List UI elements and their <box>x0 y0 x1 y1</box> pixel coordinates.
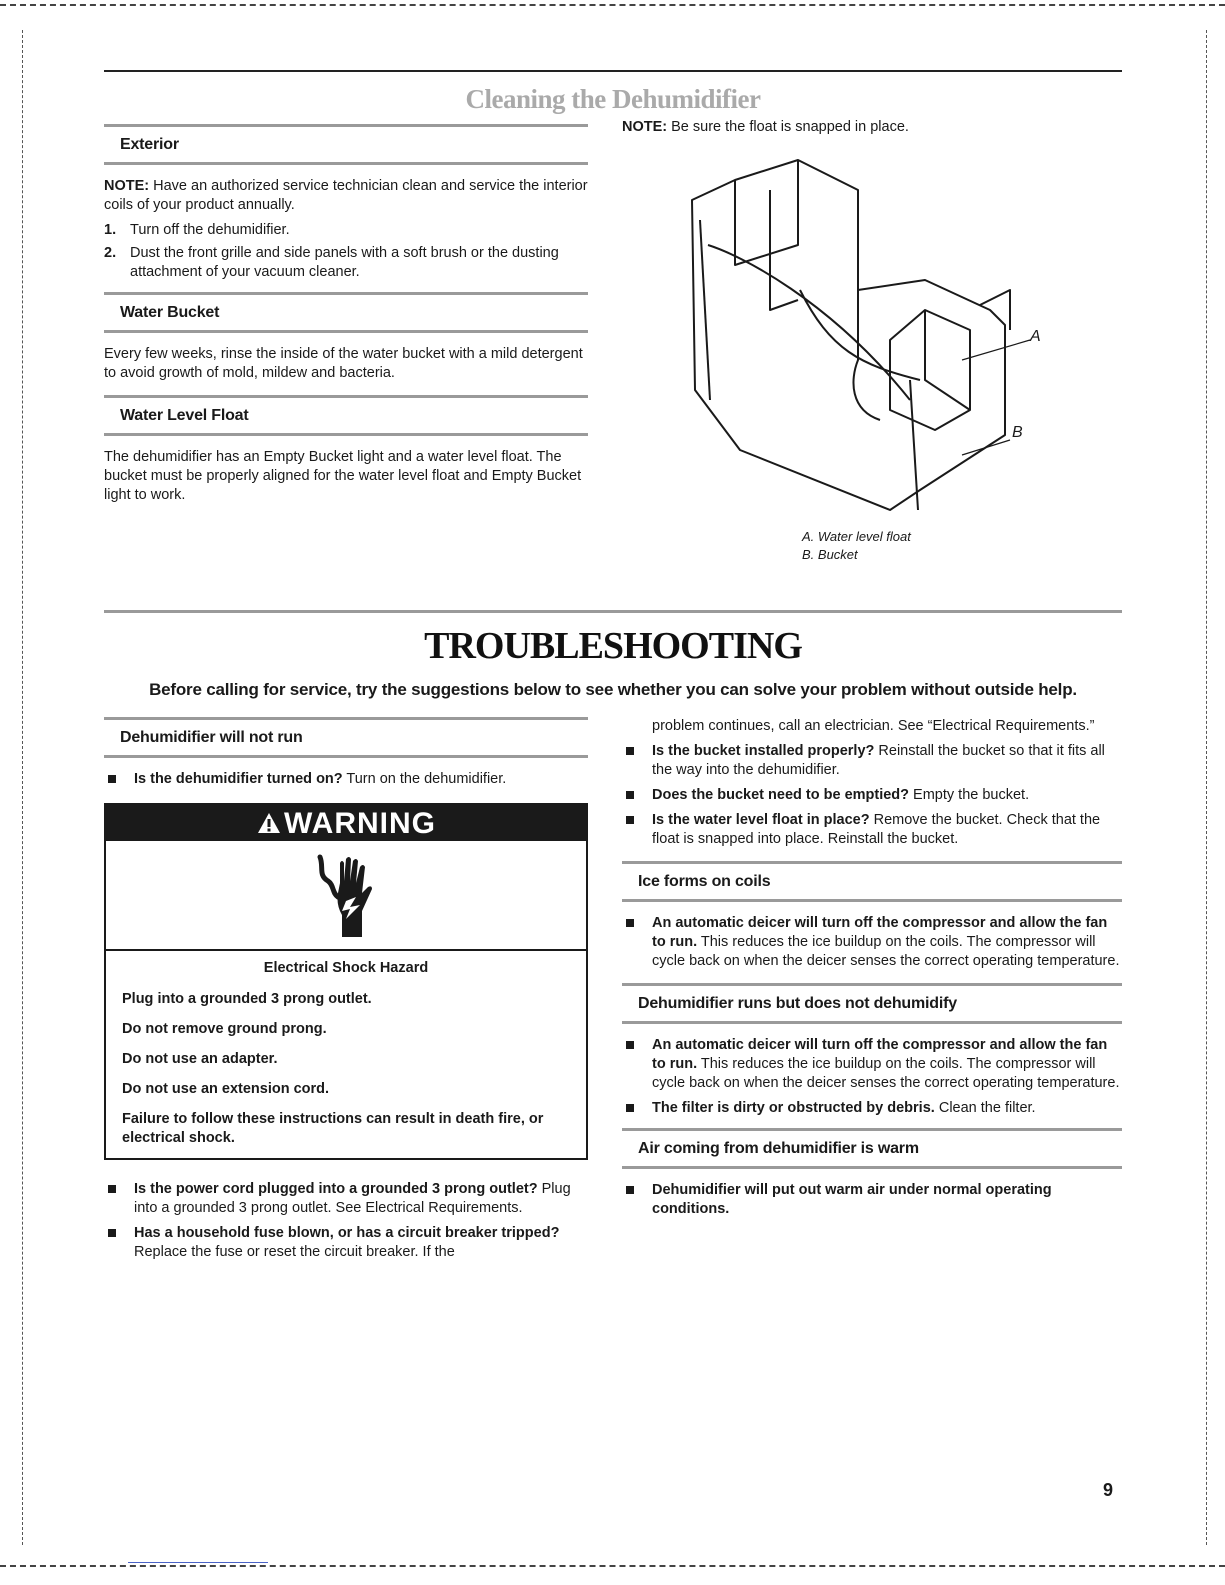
ice-heading: Ice forms on coils <box>622 861 1122 902</box>
cut-line-left <box>22 30 23 1545</box>
cleaning-title: Cleaning the Dehumidifier <box>465 84 761 114</box>
water-level-float-heading: Water Level Float <box>104 395 588 436</box>
not-dehumidify-list <box>622 1036 1122 1118</box>
warm-air-heading: Air coming from dehumidifier is warm <box>622 1128 1122 1169</box>
list-item: An automatic deicer will turn off the compressor and allow the fan to run. This reduces the ice buildup on the coils. The compressor will cycle back on when the deicer senses the correct operating temperature. <box>622 1036 1122 1093</box>
bucket-illustration <box>680 150 1080 525</box>
warning-line: Failure to follow these instructions can result in death fire, or electrical shock. <box>122 1111 544 1146</box>
warning-line: Do not use an adapter. <box>122 1051 278 1067</box>
top-rule <box>104 70 1122 72</box>
figure-label-b: B <box>1012 424 1023 441</box>
caption-b: B. Bucket <box>802 547 858 562</box>
page-number: 9 <box>1102 1480 1113 1500</box>
cleaning-left-column <box>104 124 588 511</box>
warning-line: Do not remove ground prong. <box>122 1021 327 1037</box>
warning-body <box>106 951 586 1158</box>
ice-list <box>622 914 1122 971</box>
warning-header <box>106 805 586 841</box>
cleaning-right-column <box>622 118 1122 143</box>
will-not-run-list-right <box>622 742 1122 849</box>
bucket-back-panel <box>735 160 798 265</box>
leader-line-b <box>962 440 1010 455</box>
caption-a: A. Water level float <box>802 529 911 544</box>
list-item: Is the power cord plugged into a grounded 3 prong outlet? Plug into a grounded 3 prong outlet. See Electrical Requirements. <box>104 1180 588 1218</box>
warning-triangle-icon <box>256 811 282 835</box>
page-marker <box>128 1562 268 1563</box>
list-item: Has a household fuse blown, or has a circuit breaker tripped? Replace the fuse or reset the circuit breaker. If the <box>104 1224 588 1262</box>
warning-title: WARNING <box>284 807 436 840</box>
troubleshooting-title: TROUBLESHOOTING <box>424 625 802 667</box>
continued-text: problem continues, call an electrician. See “Electrical Requirements.” <box>652 718 1095 734</box>
bucket-side-line <box>910 380 918 510</box>
cut-line-top <box>0 4 1225 6</box>
exterior-note: NOTE: Have an authorized service technician clean and service the interior coils of your product annually. <box>104 178 588 213</box>
will-not-run-list <box>104 770 588 789</box>
cut-line-right <box>1206 30 1207 1545</box>
troubleshooting-right-column <box>622 717 1122 1225</box>
water-bucket-text: Every few weeks, rinse the inside of the water bucket with a mild detergent to avoid growth of mold, mildew and bacteria. <box>104 346 583 381</box>
middle-rule <box>104 610 1122 613</box>
warning-box <box>104 803 588 1160</box>
troubleshooting-intro: Before calling for service, try the suggestions below to see whether you can solve your problem without outside help. <box>149 680 1077 699</box>
water-level-float <box>890 310 970 430</box>
list-item: Is the dehumidifier turned on? Turn on the dehumidifier. <box>104 770 588 789</box>
warning-line: Plug into a grounded 3 prong outlet. <box>122 991 372 1007</box>
list-item: Dehumidifier will put out warm air under normal operating conditions. <box>622 1181 1122 1219</box>
bucket-rim-curve <box>708 245 910 400</box>
warm-air-list <box>622 1181 1122 1219</box>
will-not-run-list-continued <box>104 1180 588 1262</box>
bucket-front-edge <box>700 220 710 400</box>
figure-caption <box>802 528 1102 564</box>
float-note: NOTE: Be sure the float is snapped in place. <box>622 119 909 135</box>
not-dehumidify-heading: Dehumidifier runs but does not dehumidify <box>622 983 1122 1024</box>
leader-line-a <box>962 340 1030 360</box>
will-not-run-heading: Dehumidifier will not run <box>104 717 588 758</box>
list-item: The filter is dirty or obstructed by debris. Clean the filter. <box>622 1099 1122 1118</box>
bucket-floor-curve <box>800 290 920 380</box>
warning-hazard: Electrical Shock Hazard <box>263 960 429 976</box>
float-bracket <box>980 290 1010 330</box>
water-level-float-text: The dehumidifier has an Empty Bucket light and a water level float. The bucket must be properly aligned for the water level float and Empty Bucket light to work. <box>104 449 582 503</box>
bucket-inner-curve <box>853 290 880 420</box>
water-bucket-heading: Water Bucket <box>104 292 588 333</box>
step-item: 1. Turn off the dehumidifier. <box>104 222 290 238</box>
exterior-steps <box>104 221 588 282</box>
figure-label-a: A <box>1030 328 1041 345</box>
electric-shock-hand-icon <box>316 853 380 939</box>
step-item: 2. Dust the front grille and side panels with a soft brush or the dusting attachment of your vacuum cleaner. <box>104 245 559 280</box>
list-item: Does the bucket need to be emptied? Empty the bucket. <box>622 786 1122 805</box>
list-item: Is the bucket installed properly? Reinstall the bucket so that it fits all the way into the dehumidifier. <box>622 742 1122 780</box>
troubleshooting-left-column <box>104 717 588 1268</box>
list-item: An automatic deicer will turn off the compressor and allow the fan to run. This reduces the ice buildup on the coils. The compressor will cycle back on when the deicer senses the correct operating temperature. <box>622 914 1122 971</box>
list-item: Is the water level float in place? Remove the bucket. Check that the float is snapped into place. Reinstall the bucket. <box>622 811 1122 849</box>
warning-icon-area <box>106 841 586 951</box>
cut-line-bottom <box>0 1565 1225 1567</box>
exterior-heading: Exterior <box>104 124 588 165</box>
warning-line: Do not use an extension cord. <box>122 1081 330 1097</box>
